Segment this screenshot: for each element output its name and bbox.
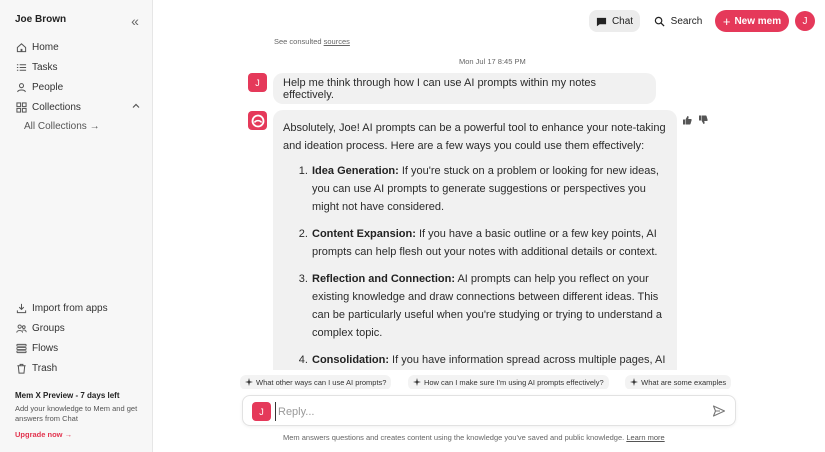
list-item-text: AI prompts can help you reflect on your existing knowledge and draw connections between different ideas. This can be particularly useful when you're studying or trying to understand a complex topic. — [312, 273, 663, 339]
list-item — [311, 270, 667, 342]
sidebar — [0, 0, 153, 452]
chat-button-label: Chat — [611, 15, 634, 27]
double-chevron-left-icon[interactable]: « — [131, 13, 139, 29]
user-name[interactable]: Joe Brown — [15, 14, 67, 25]
sidebar-item-label: Flows — [32, 342, 59, 354]
learn-more-link[interactable]: Learn more — [626, 433, 665, 442]
collections-icon — [15, 101, 27, 113]
upgrade-link[interactable]: Upgrade now → — [15, 430, 73, 439]
consulted-prefix: See consulted — [274, 37, 324, 46]
people-icon — [15, 81, 27, 93]
list-item-title: Idea Generation: — [312, 165, 399, 177]
sidebar-item-flows[interactable] — [15, 340, 141, 356]
search-icon — [654, 16, 665, 27]
chat-button[interactable] — [589, 10, 640, 32]
sidebar-item-label: Home — [32, 41, 59, 53]
sparkle-icon — [245, 378, 253, 386]
list-item — [311, 225, 667, 261]
promo-title: Mem X Preview - 7 days left — [15, 391, 120, 400]
ai-message — [273, 110, 677, 370]
list-item-text: If you're stuck on a problem or looking for new ideas, you can use AI prompts to generate suggestions or perspectives you might not have considered. — [312, 165, 659, 213]
sidebar-item-collections[interactable] — [15, 99, 141, 115]
message-timestamp: Mon Jul 17 8:45 PM — [459, 57, 526, 66]
promo-description: Add your knowledge to Mem and get answers from Chat — [15, 404, 138, 423]
tasks-icon — [15, 61, 27, 73]
sparkle-icon — [630, 378, 638, 386]
sidebar-item-label: Collections — [32, 101, 81, 113]
sidebar-item-people[interactable] — [15, 79, 141, 95]
user-message — [273, 73, 656, 104]
reply-avatar: J — [252, 402, 271, 421]
sidebar-item-label: Import from apps — [32, 302, 108, 314]
suggestion-chip[interactable] — [625, 375, 731, 390]
import-icon — [15, 302, 27, 314]
plus-icon: + — [722, 13, 731, 29]
ai-list — [301, 162, 667, 369]
sidebar-item-label: Groups — [32, 322, 65, 334]
sources-link[interactable]: sources — [323, 37, 350, 46]
list-item-text: If you have a basic outline or a few key points, AI prompts can help flesh out your notes with additional details or context. — [312, 228, 658, 258]
trash-icon — [15, 362, 27, 374]
new-mem-button[interactable] — [715, 10, 789, 32]
thumbs-up-icon[interactable] — [682, 115, 692, 125]
user-avatar: J — [248, 73, 267, 92]
list-item-title: Reflection and Connection: — [312, 273, 455, 285]
feedback-buttons — [682, 115, 708, 125]
all-collections-link[interactable]: All Collections → — [24, 121, 100, 132]
list-item — [311, 162, 667, 216]
consulted-sources — [274, 37, 350, 46]
search-button-label: Search — [670, 15, 703, 27]
suggestion-chip[interactable] — [240, 375, 391, 390]
new-mem-label: New mem — [734, 15, 782, 27]
search-button[interactable] — [648, 10, 708, 32]
list-item-title: Consolidation: — [312, 354, 389, 366]
list-item-text: If you have information spread across multiple pages, AI — [389, 354, 666, 366]
sidebar-item-groups[interactable] — [15, 320, 141, 336]
flows-icon — [15, 342, 27, 354]
sidebar-item-import[interactable] — [15, 300, 141, 316]
suggestion-chip[interactable] — [408, 375, 609, 390]
sidebar-item-label: People — [32, 81, 64, 93]
sidebar-item-tasks[interactable] — [15, 59, 141, 75]
sidebar-item-label: Tasks — [32, 61, 58, 73]
sparkle-icon — [413, 378, 421, 386]
avatar[interactable]: J — [795, 11, 815, 31]
send-icon[interactable] — [712, 404, 726, 418]
sidebar-item-label: Trash — [32, 362, 58, 374]
ai-intro: Absolutely, Joe! AI prompts can be a powerful tool to enhance your note-taking and ideation process. Here are a few ways you could use them effectively: — [283, 122, 666, 152]
trial-promo — [15, 391, 143, 439]
list-item — [311, 351, 667, 369]
user-message-text: Help me think through how I can use AI prompts within my notes effectively. — [283, 76, 597, 101]
thumbs-down-icon[interactable] — [698, 115, 708, 125]
sidebar-item-trash[interactable] — [15, 360, 141, 376]
reply-input[interactable] — [275, 402, 695, 421]
suggestion-label: What other ways can I use AI prompts? — [256, 377, 387, 387]
suggestion-chips — [240, 373, 737, 389]
chat-icon — [596, 16, 607, 27]
sidebar-item-home[interactable] — [15, 39, 141, 55]
chevron-up-icon[interactable] — [131, 101, 141, 111]
suggestion-label: What are some examples — [641, 377, 727, 387]
home-icon — [15, 41, 27, 53]
list-item-title: Content Expansion: — [312, 228, 416, 240]
footer-text: Mem answers questions and creates content using the knowledge you've saved and public knowledge. — [283, 433, 627, 442]
suggestion-label: How can I make sure I'm using AI prompts effectively? — [423, 377, 604, 387]
footer-disclaimer — [283, 433, 665, 442]
mem-logo-icon — [248, 111, 267, 130]
reply-box — [242, 395, 736, 426]
groups-icon — [15, 322, 27, 334]
